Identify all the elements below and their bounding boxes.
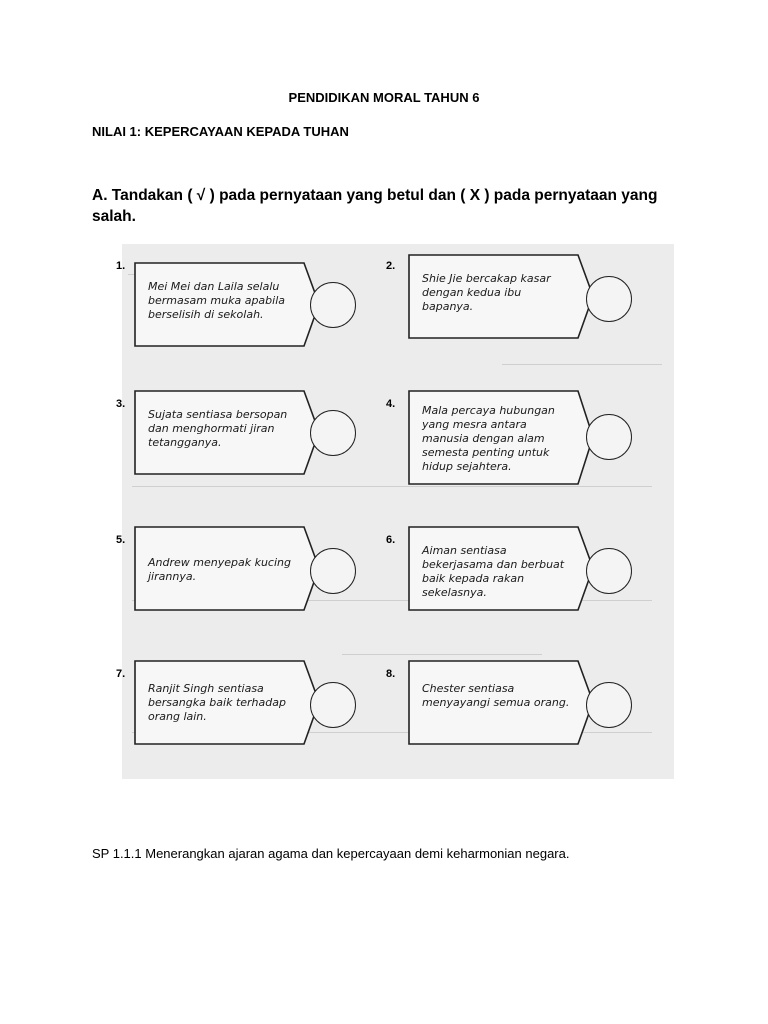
item-number: 5. <box>116 534 126 546</box>
statement-text: Mei Mei dan Laila selalu bermasam muka apabila berselisih di sekolah. <box>148 280 286 321</box>
item-number: 8. <box>386 668 396 680</box>
statement-tag <box>408 254 594 339</box>
answer-circle[interactable] <box>310 410 356 456</box>
statement-text: Shie Jie bercakap kasar dengan kedua ibu bapanya. <box>422 272 551 313</box>
statement-text: Ranjit Singh sentiasa bersangka baik terhadap orang lain. <box>148 682 286 723</box>
bleed-line <box>342 654 542 655</box>
item-number: 3. <box>116 398 126 410</box>
bleed-line <box>132 486 652 487</box>
page-title: PENDIDIKAN MORAL TAHUN 6 <box>288 90 480 105</box>
statement-text: Andrew menyepak kucing jirannya. <box>148 556 291 583</box>
worksheet-scan <box>116 244 674 779</box>
item-number: 6. <box>386 534 396 546</box>
answer-circle[interactable] <box>586 682 632 728</box>
statement-text: Mala percaya hubungan yang mesra antara manusia dengan alam semesta penting untuk hidup sejahtera. <box>422 404 555 473</box>
nilai-heading: NILAI 1: KEPERCAYAAN KEPADA TUHAN <box>92 124 349 139</box>
answer-circle[interactable] <box>586 276 632 322</box>
statement-tag <box>134 262 320 347</box>
answer-circle[interactable] <box>310 682 356 728</box>
instruction-text: A. Tandakan ( √ ) pada pernyataan yang betul dan ( X ) pada pernyataan yang salah. <box>92 187 658 225</box>
statement-tag <box>134 660 320 745</box>
item-number: 1. <box>116 260 126 272</box>
item-number: 4. <box>386 398 396 410</box>
statement-tag <box>134 390 320 475</box>
answer-circle[interactable] <box>310 548 356 594</box>
item-number: 2. <box>386 260 396 272</box>
answer-circle[interactable] <box>310 282 356 328</box>
statement-tag <box>134 526 320 611</box>
statement-tag <box>408 390 594 475</box>
statement-tag <box>408 526 594 611</box>
statement-tag <box>408 660 594 745</box>
statement-text: Aiman sentiasa bekerjasama dan berbuat baik kepada rakan sekelasnya. <box>422 544 565 599</box>
item-number: 7. <box>116 668 126 680</box>
footer-standard: SP 1.1.1 Menerangkan ajaran agama dan kepercayaan demi keharmonian negara. <box>92 846 570 861</box>
statement-text: Sujata sentiasa bersopan dan menghormati jiran tetangganya. <box>148 408 288 449</box>
answer-circle[interactable] <box>586 414 632 460</box>
answer-circle[interactable] <box>586 548 632 594</box>
statement-text: Chester sentiasa menyayangi semua orang. <box>422 682 570 709</box>
bleed-line <box>502 364 662 365</box>
